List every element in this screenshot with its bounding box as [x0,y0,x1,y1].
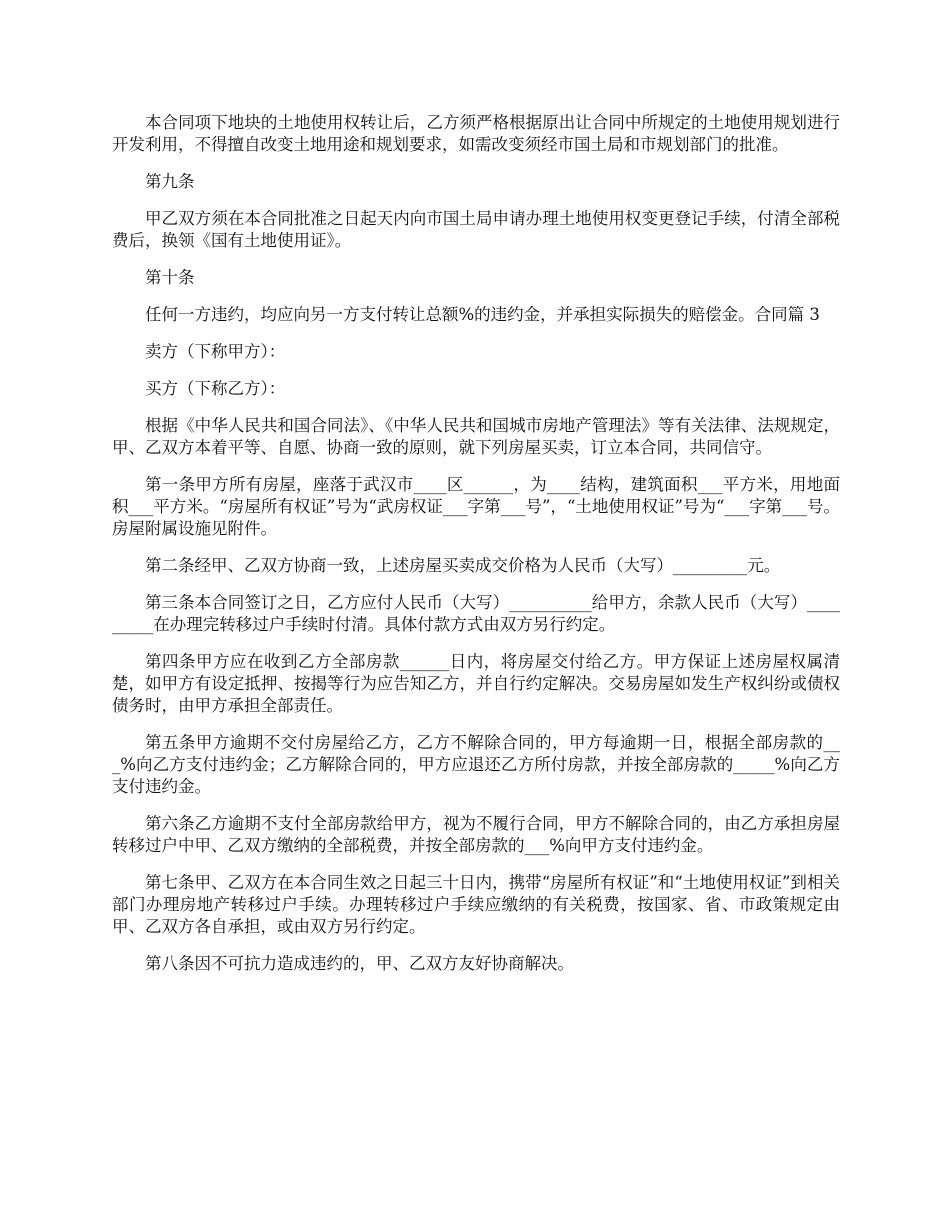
seller-line: 卖方（下称甲方）： [145,342,286,361]
clause-2: 第二条经甲、乙双方协商一致，上述房屋买卖成交价格为人民币（大写）_________元。 [145,556,781,575]
clause-1: 第一条甲方所有房屋，座落于武汉市____区______，为____结构，建筑面积___平方米，用地面积___平方米。“房屋所有权证”号为“武房权证___字第___号”，“土地使用权证”号为“___字第___号。房屋附属设施见附件。 [112,475,840,538]
clause-6: 第六条乙方逾期不支付全部房款给甲方，视为不履行合同，甲方不解除合同的，由乙方承担房屋转移过户中甲、乙双方缴纳的全部税费，并按全部房款的___%向甲方支付违约金。 [112,814,840,855]
clause-4: 第四条甲方应在收到乙方全部房款______日内，将房屋交付给乙方。甲方保证上述房屋权属清楚，如甲方有设定抵押、按揭等行为应告知乙方，并自行约定解决。交易房屋如发生产权纠纷或债权债务时，由甲方承担全部责任。 [112,652,840,715]
buyer-line: 买方（下称乙方）： [145,379,286,398]
document-body [112,112,840,990]
paragraph-registration: 甲乙双方须在本合同批准之日起天内向市国土局申请办理土地使用权变更登记手续，付清全部税费后，换领《国有土地使用证》。 [112,209,840,250]
clause-8: 第八条因不可抗力造成违约的，甲、乙双方友好协商解决。 [145,954,574,973]
paragraph-preamble: 根据《中华人民共和国合同法》、《中华人民共和国城市房地产管理法》等有关法律、法规规定，甲、乙双方本着平等、自愿、协商一致的原则，就下列房屋买卖，订立本合同，共同信守。 [112,416,840,457]
article-9-heading: 第九条 [145,172,195,191]
clause-7: 第七条甲、乙双方在本合同生效之日起三十日内，携带“房屋所有权证”和“土地使用权证”到相关部门办理房地产转移过户手续。办理转移过户手续应缴纳的有关税费，按国家、省、市政策规定由甲、乙双方各自承担，或由双方另行约定。 [112,873,840,936]
article-10-heading: 第十条 [145,268,195,287]
clause-3: 第三条本合同签订之日，乙方应付人民币（大写）__________给甲方，余款人民币（大写）_________在办理完转移过户手续时付清。具体付款方式由双方另行约定。 [112,593,840,634]
clause-5: 第五条甲方逾期不交付房屋给乙方，乙方不解除合同的，甲方每逾期一日，根据全部房款的___%向乙方支付违约金；乙方解除合同的，甲方应退还乙方所付房款，并按全部房款的_____%向乙方支付违约金。 [112,733,840,796]
paragraph-land-use: 本合同项下地块的土地使用权转让后，乙方须严格根据原出让合同中所规定的土地使用规划进行开发利用，不得擅自改变土地用途和规划要求，如需改变须经市国土局和市规划部门的批准。 [112,113,840,154]
paragraph-breach: 任何一方违约，均应向另一方支付转让总额%的违约金，并承担实际损失的赔偿金。合同篇 3 [145,305,820,324]
